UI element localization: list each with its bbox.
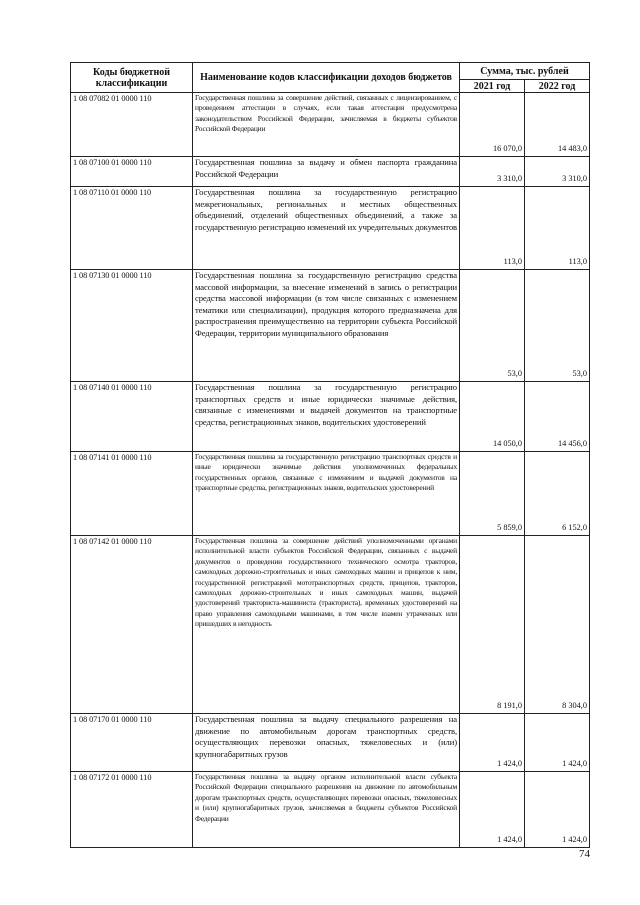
- table-row: [71, 382, 590, 452]
- header-year-2022: 2022 год: [525, 80, 590, 93]
- header-codes: Коды бюджетной классификации: [71, 63, 193, 93]
- table-row: [71, 157, 590, 187]
- table-row: [71, 536, 590, 714]
- table-row: [71, 452, 590, 536]
- budget-revenue-table: [70, 62, 590, 848]
- amount-2022: 14 483,0: [525, 93, 590, 157]
- table-row: [71, 187, 590, 270]
- amount-2021: 3 310,0: [460, 157, 525, 187]
- budget-code: 1 08 07142 01 0000 110: [71, 536, 193, 714]
- table-body: [71, 93, 590, 848]
- amount-2022: 1 424,0: [525, 772, 590, 848]
- header-year-2021: 2021 год: [460, 80, 525, 93]
- budget-code: 1 08 07141 01 0000 110: [71, 452, 193, 536]
- page-number: 74: [579, 848, 590, 860]
- budget-code: 1 08 07140 01 0000 110: [71, 382, 193, 452]
- revenue-name: Государственная пошлина за государственную регистрацию транспортных средств и иные юридически значимые действия, связанные с изменениями и выдачей документов на транспортные средства, регистрационных знаков, водительских удостоверений: [193, 382, 460, 452]
- table-row: [71, 93, 590, 157]
- revenue-name: Государственная пошлина за выдачу и обмен паспорта гражданина Российской Федерации: [193, 157, 460, 187]
- amount-2022: 8 304,0: [525, 536, 590, 714]
- table-row: [71, 714, 590, 772]
- amount-2021: 8 191,0: [460, 536, 525, 714]
- budget-code: 1 08 07130 01 0000 110: [71, 270, 193, 382]
- amount-2022: 3 310,0: [525, 157, 590, 187]
- amount-2021: 14 050,0: [460, 382, 525, 452]
- budget-code: 1 08 07110 01 0000 110: [71, 187, 193, 270]
- amount-2022: 6 152,0: [525, 452, 590, 536]
- budget-code: 1 08 07082 01 0000 110: [71, 93, 193, 157]
- table-header: [71, 63, 590, 93]
- amount-2021: 5 859,0: [460, 452, 525, 536]
- amount-2021: 16 070,0: [460, 93, 525, 157]
- revenue-name: Государственная пошлина за совершение действий, связанных с лицензированием, с проведением аттестации в случаях, если такая аттестация предусмотрена законодательством Российской Федерации, зачисляемая в бюджеты субъектов Российской Федерации: [193, 93, 460, 157]
- amount-2022: 1 424,0: [525, 714, 590, 772]
- budget-code: 1 08 07170 01 0000 110: [71, 714, 193, 772]
- revenue-name: Государственная пошлина за государственную регистрацию межрегиональных, региональных и местных общественных объединений, отделений общественных объединений, а также за государственную регистрацию изменений их учредительных документов: [193, 187, 460, 270]
- table-row: [71, 270, 590, 382]
- amount-2021: 1 424,0: [460, 714, 525, 772]
- header-sum: Сумма, тыс. рублей: [460, 63, 590, 80]
- revenue-name: Государственная пошлина за государственную регистрацию транспортных средств и иные юридически значимые действия уполномоченных федеральных государственных органов, связанные с изменением и выдачей документов на транспортные средства, регистрационных знаков, водительских удостоверений: [193, 452, 460, 536]
- amount-2022: 53,0: [525, 270, 590, 382]
- amount-2021: 53,0: [460, 270, 525, 382]
- revenue-name: Государственная пошлина за выдачу специального разрешения на движение по автомобильным дорогам транспортных средств, осуществляющих перевозки опасных, тяжеловесных и (или) крупногабаритных грузов: [193, 714, 460, 772]
- budget-code: 1 08 07172 01 0000 110: [71, 772, 193, 848]
- revenue-name: Государственная пошлина за государственную регистрацию средства массовой информации, за внесение изменений в запись о регистрации средства массовой информации (в том числе связанных с изменением тематики или специализации), продукция которого предназначена для распространения преимущественно на территории субъекта Российской Федерации, территории муниципального образования: [193, 270, 460, 382]
- amount-2021: 113,0: [460, 187, 525, 270]
- revenue-name: Государственная пошлина за совершение действий уполномоченными органами исполнительной власти субъектов Российской Федерации, связанных с выдачей документов о проведении государственного технического осмотра тракторов, самоходных дорожно-строительных и иных самоходных машин и прицепов к ним, государственной регистрацией мототранспортных средств, прицепов, тракторов, самоходных дорожно-строительных и иных самоходных машин, выдачей удостоверений тракториста-машиниста (тракториста), временных удостоверений на право управления самоходными машинами, в том числе взамен утраченных или пришедших в негодность: [193, 536, 460, 714]
- amount-2021: 1 424,0: [460, 772, 525, 848]
- budget-code: 1 08 07100 01 0000 110: [71, 157, 193, 187]
- header-name: Наименование кодов классификации доходов бюджетов: [193, 63, 460, 93]
- table-row: [71, 772, 590, 848]
- amount-2022: 14 456,0: [525, 382, 590, 452]
- revenue-name: Государственная пошлина за выдачу органом исполнительной власти субъекта Российской Федерации специального разрешения на движение по автомобильным дорогам транспортных средств, осуществляющих перевозки опасных, тяжеловесных и (или) крупногабаритных грузов, зачисляемая в бюджеты субъектов Российской Федерации: [193, 772, 460, 848]
- amount-2022: 113,0: [525, 187, 590, 270]
